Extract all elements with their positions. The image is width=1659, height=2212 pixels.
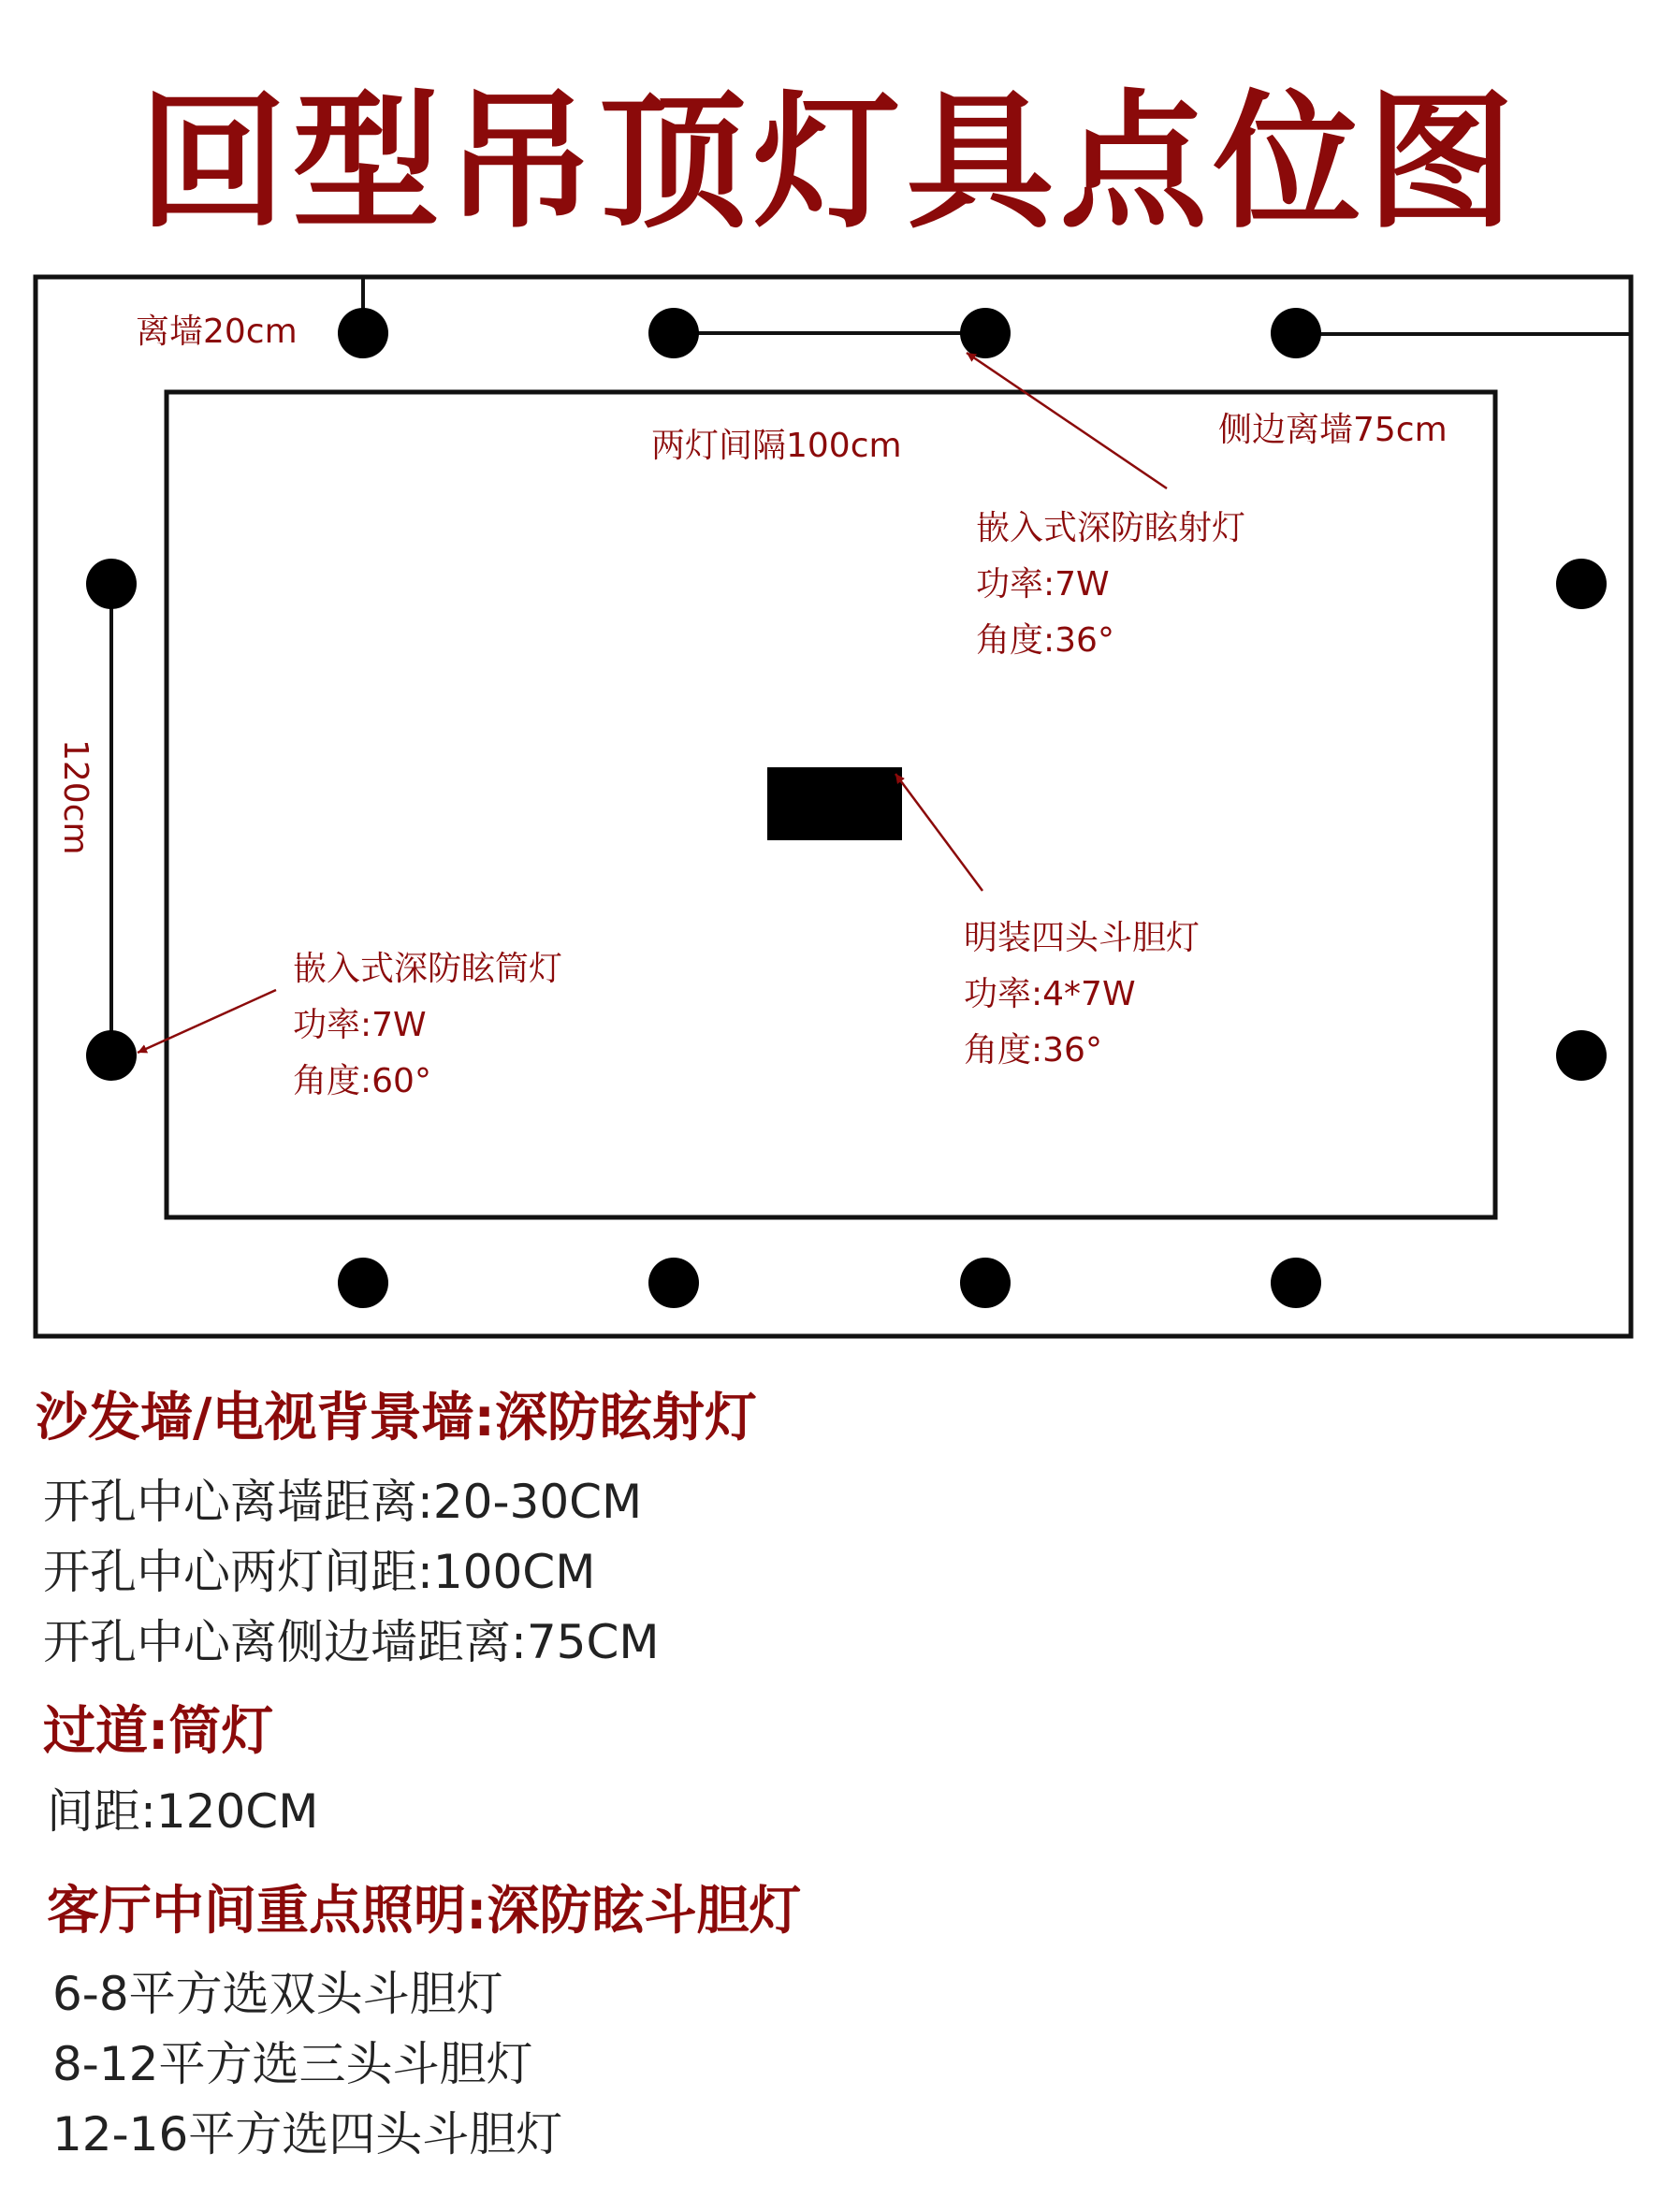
- section-item: 12-16平方选四头斗胆灯: [52, 2107, 563, 2161]
- downlight: [86, 1030, 137, 1081]
- vertical-spacing-label: 120cm: [56, 739, 95, 855]
- spot-callout-angle: 角度:36°: [976, 621, 1114, 660]
- center-callout-arrow: [895, 774, 982, 891]
- section-heading-living-room: 客厅中间重点照明:深防眩斗胆灯: [47, 1881, 802, 1942]
- spotlight: [1271, 1258, 1321, 1308]
- spot-callout-arrow: [967, 353, 1167, 488]
- down-callout-name: 嵌入式深防眩筒灯: [293, 950, 563, 988]
- spot-callout-name: 嵌入式深防眩射灯: [976, 509, 1246, 547]
- down-callout-angle: 角度:60°: [293, 1062, 431, 1100]
- down-callout-power: 功率:7W: [293, 1006, 427, 1044]
- wall-distance-label: 离墙20cm: [136, 313, 298, 351]
- downlight: [86, 559, 137, 609]
- spotlight: [1271, 308, 1321, 358]
- center-callout-name: 明装四头斗胆灯: [964, 919, 1201, 957]
- center-callout-power: 功率:4*7W: [964, 975, 1136, 1013]
- center-grille-light: [767, 767, 902, 840]
- section-item: 开孔中心离墙距离:20-30CM: [43, 1475, 643, 1529]
- section-heading-corridor: 过道:筒灯: [43, 1701, 274, 1762]
- spotlight: [338, 308, 388, 358]
- section-item: 6-8平方选双头斗胆灯: [52, 1967, 503, 2021]
- spotlight: [648, 308, 699, 358]
- section-item: 8-12平方选三头斗胆灯: [52, 2037, 533, 2091]
- center-callout-angle: 角度:36°: [964, 1031, 1102, 1070]
- spotlight: [338, 1258, 388, 1308]
- spacing-label: 两灯间隔100cm: [651, 427, 902, 465]
- section-item: 开孔中心两灯间距:100CM: [43, 1545, 596, 1599]
- downlight: [1556, 559, 1607, 609]
- spotlight: [960, 1258, 1011, 1308]
- downlight: [1556, 1030, 1607, 1081]
- spot-callout-power: 功率:7W: [976, 565, 1110, 604]
- page-title: 回型吊顶灯具点位图: [138, 77, 1521, 249]
- section-item: 间距:120CM: [47, 1784, 319, 1839]
- spotlight: [960, 308, 1011, 358]
- side-distance-label: 侧边离墙75cm: [1218, 411, 1448, 449]
- section-item: 开孔中心离侧边墙距离:75CM: [43, 1615, 660, 1669]
- down-callout-arrow: [138, 990, 276, 1053]
- section-heading-wall-spotlight: 沙发墙/电视背景墙:深防眩射灯: [36, 1388, 757, 1448]
- spotlight: [648, 1258, 699, 1308]
